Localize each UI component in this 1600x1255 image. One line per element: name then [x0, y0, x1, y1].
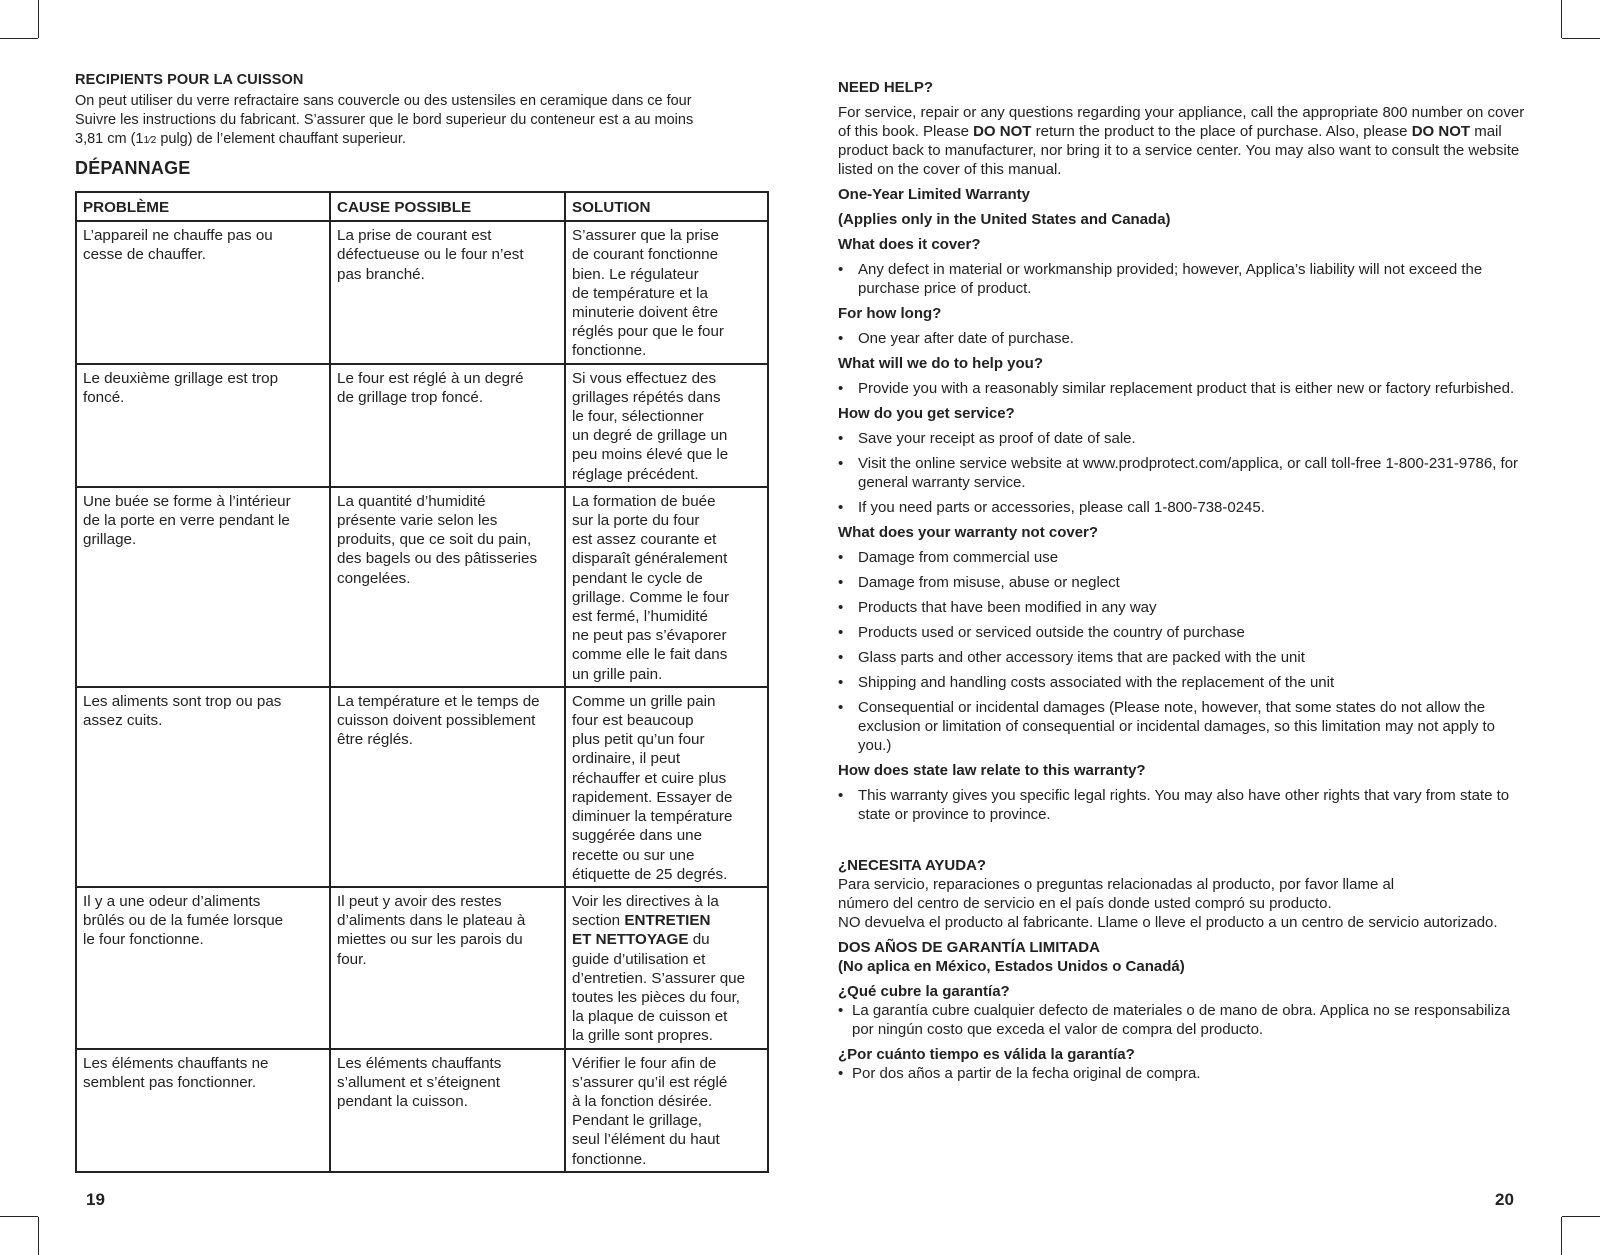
table-row [76, 487, 768, 687]
cause-cell: La température et le temps de cuisson doivent possiblement être réglés. [330, 687, 565, 887]
howlong-list [838, 329, 1528, 348]
es-line: Para servicio, reparaciones o preguntas relacionadas al producto, por favor llame al [838, 876, 1395, 893]
table-row [76, 221, 768, 363]
list-item: • If you need parts or accessories, please call 1-800-738-0245. [838, 499, 1265, 516]
es-howlong-list [838, 1064, 1528, 1083]
help-question: What will we do to help you? [838, 355, 1043, 372]
crop-mark [38, 0, 39, 38]
need-help-heading: NEED HELP? [838, 79, 934, 96]
solution-text: Voir les directives à la section [572, 892, 719, 930]
es-warranty-scope: (No aplica en México, Estados Unidos o Canadá) [838, 958, 1185, 975]
recipients-line-1: On peut utiliser du verre refractaire sans couvercle ou des ustensiles en ceramique dans ce four [75, 93, 692, 109]
page-number-right: 20 [1495, 1190, 1514, 1209]
statelaw-question: How does state law relate to this warranty? [838, 762, 1146, 779]
need-help-text [838, 103, 1528, 179]
do-not-emphasis: DO NOT [973, 123, 1032, 140]
solution-cell: Comme un grille pain four est beaucoup plus petit qu’un four ordinaire, il peut réchauffer et cuire plus rapidement. Essayer de diminuer la température suggérée dans une recette ou sur une étiquette de 25 degrés. [565, 687, 768, 887]
crop-mark [38, 1217, 39, 1255]
crop-mark [0, 38, 38, 39]
cause-cell: Les éléments chauffants s’allument et s’éteignent pendant la cuisson. [330, 1049, 565, 1172]
cause-cell: Il peut y avoir des restes d’aliments dans le plateau à miettes ou sur les parois du four. [330, 887, 565, 1049]
cause-cell: La quantité d’humidité présente varie selon les produits, que ce soit du pain, des bagels ou des pâtisseries congelées. [330, 487, 565, 687]
notcover-question: What does your warranty not cover? [838, 524, 1099, 541]
es-line: número del centro de servicio en el país donde usted compró su producto. [838, 895, 1332, 912]
list-item: • La garantía cubre cualquier defecto de materiales o de mano de obra. Applica no se responsabiliza por ningún costo que exceda el valor de compra del producto. [838, 1002, 1510, 1038]
table-row [76, 887, 768, 1049]
solution-cell: S’assurer que la prise de courant fonctionne bien. Le régulateur de température et la minuterie doivent être réglés pour que le four fonctionne. [565, 221, 768, 363]
cover-list [838, 260, 1528, 298]
list-item: • Provide you with a reasonably similar replacement product that is either new or factory refurbished. [838, 380, 1515, 397]
solution-text: du guide d’utilisation et d’entretien. S’assurer que toutes les pièces du four, la plaque de cuisson et la grille sont propres. [572, 931, 746, 1045]
crop-mark [1561, 1217, 1562, 1255]
service-question: How do you get service? [838, 405, 1015, 422]
es-heading: ¿NECESITA AYUDA? [838, 857, 987, 874]
crop-mark [1562, 38, 1600, 39]
recipients-line-3-end: pulg) de l’element chauffant superieur. [156, 131, 406, 147]
list-item: • Save your receipt as proof of date of sale. [838, 430, 1136, 447]
cover-question: What does it cover? [838, 236, 981, 253]
need-help-part: return the product to the place of purchase. Also, please [1031, 123, 1412, 140]
list-item: • Visit the online service website at www.prodprotect.com/applica, or call toll-free 1-800-231-9786, for general warranty service. [838, 455, 1519, 491]
list-item: • Damage from commercial use [838, 549, 1059, 566]
howlong-question: For how long? [838, 305, 942, 322]
list-item: • Damage from misuse, abuse or neglect [838, 574, 1120, 591]
crop-mark [1562, 1216, 1600, 1217]
recipients-text [75, 92, 767, 150]
recipients-line-2: Suivre les instructions du fabricant. S’assurer que le bord superieur du conteneur est a au moins [75, 112, 694, 128]
problem-cell: Les aliments sont trop ou pas assez cuits. [76, 687, 330, 887]
notcover-list [838, 548, 1528, 755]
list-item: • Products used or serviced outside the country of purchase [838, 624, 1245, 641]
list-item: • Any defect in material or workmanship provided; however, Applica’s liability will not exceed the purchase price of product. [838, 261, 1483, 297]
help-list [838, 379, 1528, 398]
es-line: NO devuelva el producto al fabricante. Llame o lleve el producto a un centro de servicio autorizado. [838, 914, 1498, 931]
solution-cell: Si vous effectuez des grillages répétés dans le four, sélectionner un degré de grillage un peu moins élevé que le réglage précédent. [565, 364, 768, 487]
es-intro [838, 875, 1528, 932]
recipients-line-3-start: 3,81 cm (1 [75, 131, 144, 147]
table-row [76, 687, 768, 887]
header-solution: SOLUTION [565, 192, 768, 221]
crop-mark [1561, 0, 1562, 38]
need-help-part: For service, repair or any questions regarding your appliance, call the appropriate 800 number on cover of this book. Please [838, 104, 1525, 140]
recipients-heading: RECIPIENTS POUR LA CUISSON [75, 72, 304, 88]
es-howlong-question: ¿Por cuánto tiempo es válida la garantía? [838, 1046, 1135, 1063]
problem-cell: Une buée se forme à l’intérieur de la porte en verre pendant le grillage. [76, 487, 330, 687]
list-item: • Shipping and handling costs associated with the replacement of the unit [838, 674, 1335, 691]
list-item: • One year after date of purchase. [838, 330, 1074, 347]
list-item: • This warranty gives you specific legal rights. You may also have other rights that vary from state to state or province to province. [838, 787, 1510, 823]
list-item: • Consequential or incidental damages (Please note, however, that some states do not allow the exclusion or limitation of consequential or incidental damages, so this limitation may not apply to you.) [838, 699, 1496, 754]
problem-cell: L’appareil ne chauffe pas ou cesse de chauffer. [76, 221, 330, 363]
list-item: • Por dos años a partir de la fecha original de compra. [838, 1065, 1201, 1082]
cause-cell: La prise de courant est défectueuse ou le four n’est pas branché. [330, 221, 565, 363]
solution-cell: La formation de buée sur la porte du four est assez courante et disparaît généralement pendant le cycle de grillage. Comme le four est fermé, l’humidité ne peut pas s’évaporer comme elle le fait dans un grille pain. [565, 487, 768, 687]
solution-cell [565, 887, 768, 1049]
service-list [838, 429, 1528, 517]
warranty-title: One-Year Limited Warranty [838, 186, 1030, 203]
table-row [76, 364, 768, 487]
es-warranty-title: DOS AÑOS DE GARANTÍA LIMITADA [838, 939, 1100, 956]
cause-cell: Le four est réglé à un degré de grillage trop foncé. [330, 364, 565, 487]
header-cause: CAUSE POSSIBLE [330, 192, 565, 221]
depannage-title: DÉPANNAGE [75, 158, 191, 178]
left-page [75, 72, 767, 1173]
page-number-left: 19 [86, 1190, 105, 1209]
troubleshooting-table [75, 191, 769, 1173]
problem-cell: Le deuxième grillage est trop foncé. [76, 364, 330, 487]
problem-cell: Il y a une odeur d’aliments brûlés ou de la fumée lorsque le four fonctionne. [76, 887, 330, 1049]
header-probleme: PROBLÈME [76, 192, 330, 221]
right-page [838, 78, 1528, 1089]
solution-cell: Vérifier le four afin de s’assurer qu’il est réglé à la fonction désirée. Pendant le grillage, seul l’élément du haut fonctionne. [565, 1049, 768, 1172]
need-help-part: mail product back to manufacturer, nor bring it to a service center. You may also want to consult the website listed on the cover of this manual. [838, 123, 1520, 178]
problem-cell: Les éléments chauffants ne semblent pas fonctionner. [76, 1049, 330, 1172]
statelaw-list [838, 786, 1528, 824]
warranty-scope: (Applies only in the United States and Canada) [838, 211, 1171, 228]
table-row [76, 1049, 768, 1172]
list-item: • Products that have been modified in any way [838, 599, 1157, 616]
es-cover-question: ¿Qué cubre la garantía? [838, 983, 1010, 1000]
fraction: 1⁄2 [143, 135, 157, 146]
list-item: • Glass parts and other accessory items that are packed with the unit [838, 649, 1305, 666]
do-not-emphasis: DO NOT [1411, 123, 1471, 140]
solution-bold-text: ENTRETIEN ET NETTOYAGE [572, 912, 711, 949]
table-header-row [76, 192, 768, 221]
es-cover-list [838, 1001, 1528, 1039]
crop-mark [0, 1216, 38, 1217]
